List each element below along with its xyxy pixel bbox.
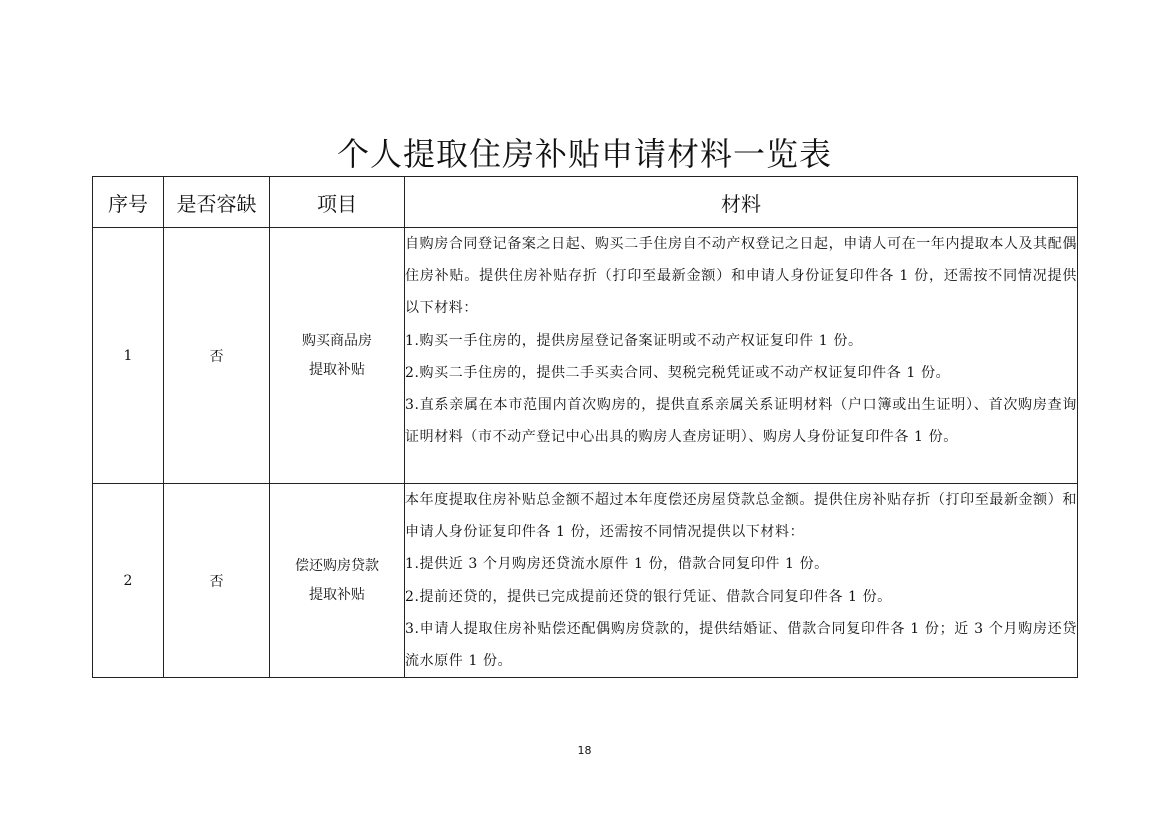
- table-row: [93, 228, 1078, 484]
- row-item: [270, 484, 405, 678]
- materials-point: 2.提前还贷的，提供已完成提前还贷的银行凭证、借款合同复印件各 1 份。: [405, 588, 892, 605]
- materials-intro: 自购房合同登记备案之日起、购买二手住房自不动产权登记之日起，申请人可在一年内提取本人及其配偶住房补贴。提供住房补贴存折（打印至最新金额）和申请人身份证复印件各 1 份，还需按不同情况提供以下材料：: [405, 236, 1077, 317]
- materials-table: [92, 176, 1078, 678]
- materials-point: 1.提供近 3 个月购房还贷流水原件 1 份，借款合同复印件 1 份。: [405, 556, 829, 573]
- row-serial-number: 2: [93, 484, 164, 678]
- table-row: [93, 484, 1078, 678]
- materials-point: 3.直系亲属在本市范围内首次购房的，提供直系亲属关系证明材料（户口簿或出生证明）、首次购房查询证明材料（市不动产登记中心出具的购房人查房证明）、购房人身份证复印件各 1 份。: [405, 397, 1077, 446]
- header-optional: 是否容缺: [164, 177, 270, 228]
- materials-point: 1.购买一手住房的，提供房屋登记备案证明或不动产权证复印件 1 份。: [405, 332, 863, 349]
- row-item-line: 偿还购房贷款: [295, 557, 379, 574]
- row-item: [270, 228, 405, 484]
- row-optional-flag: 否: [164, 484, 270, 678]
- materials-intro: 本年度提取住房补贴总金额不超过本年度偿还房屋贷款总金额。提供住房补贴存折（打印至最新金额）和申请人身份证复印件各 1 份，还需按不同情况提供以下材料：: [405, 492, 1077, 541]
- table-header-row: [93, 177, 1078, 228]
- document-title: 个人提取住房补贴申请材料一览表: [336, 135, 832, 173]
- page-number: 18: [577, 744, 592, 757]
- header-serial-number: 序号: [93, 177, 164, 228]
- row-materials: [405, 228, 1078, 484]
- row-item-line: 购买商品房: [302, 332, 372, 349]
- row-serial-number: 1: [93, 228, 164, 484]
- materials-point: 3.申请人提取住房补贴偿还配偶购房贷款的，提供结婚证、借款合同复印件各 1 份；近 3 个月购房还贷流水原件 1 份。: [405, 620, 1077, 670]
- row-optional-flag: 否: [164, 228, 270, 484]
- header-item: 项目: [270, 177, 405, 228]
- header-materials: 材料: [405, 177, 1078, 228]
- row-materials: [405, 484, 1078, 678]
- row-item-line: 提取补贴: [309, 586, 365, 603]
- materials-point: 2.购买二手住房的，提供二手买卖合同、契税完税凭证或不动产权证复印件各 1 份。: [405, 364, 951, 381]
- row-item-line: 提取补贴: [309, 361, 365, 378]
